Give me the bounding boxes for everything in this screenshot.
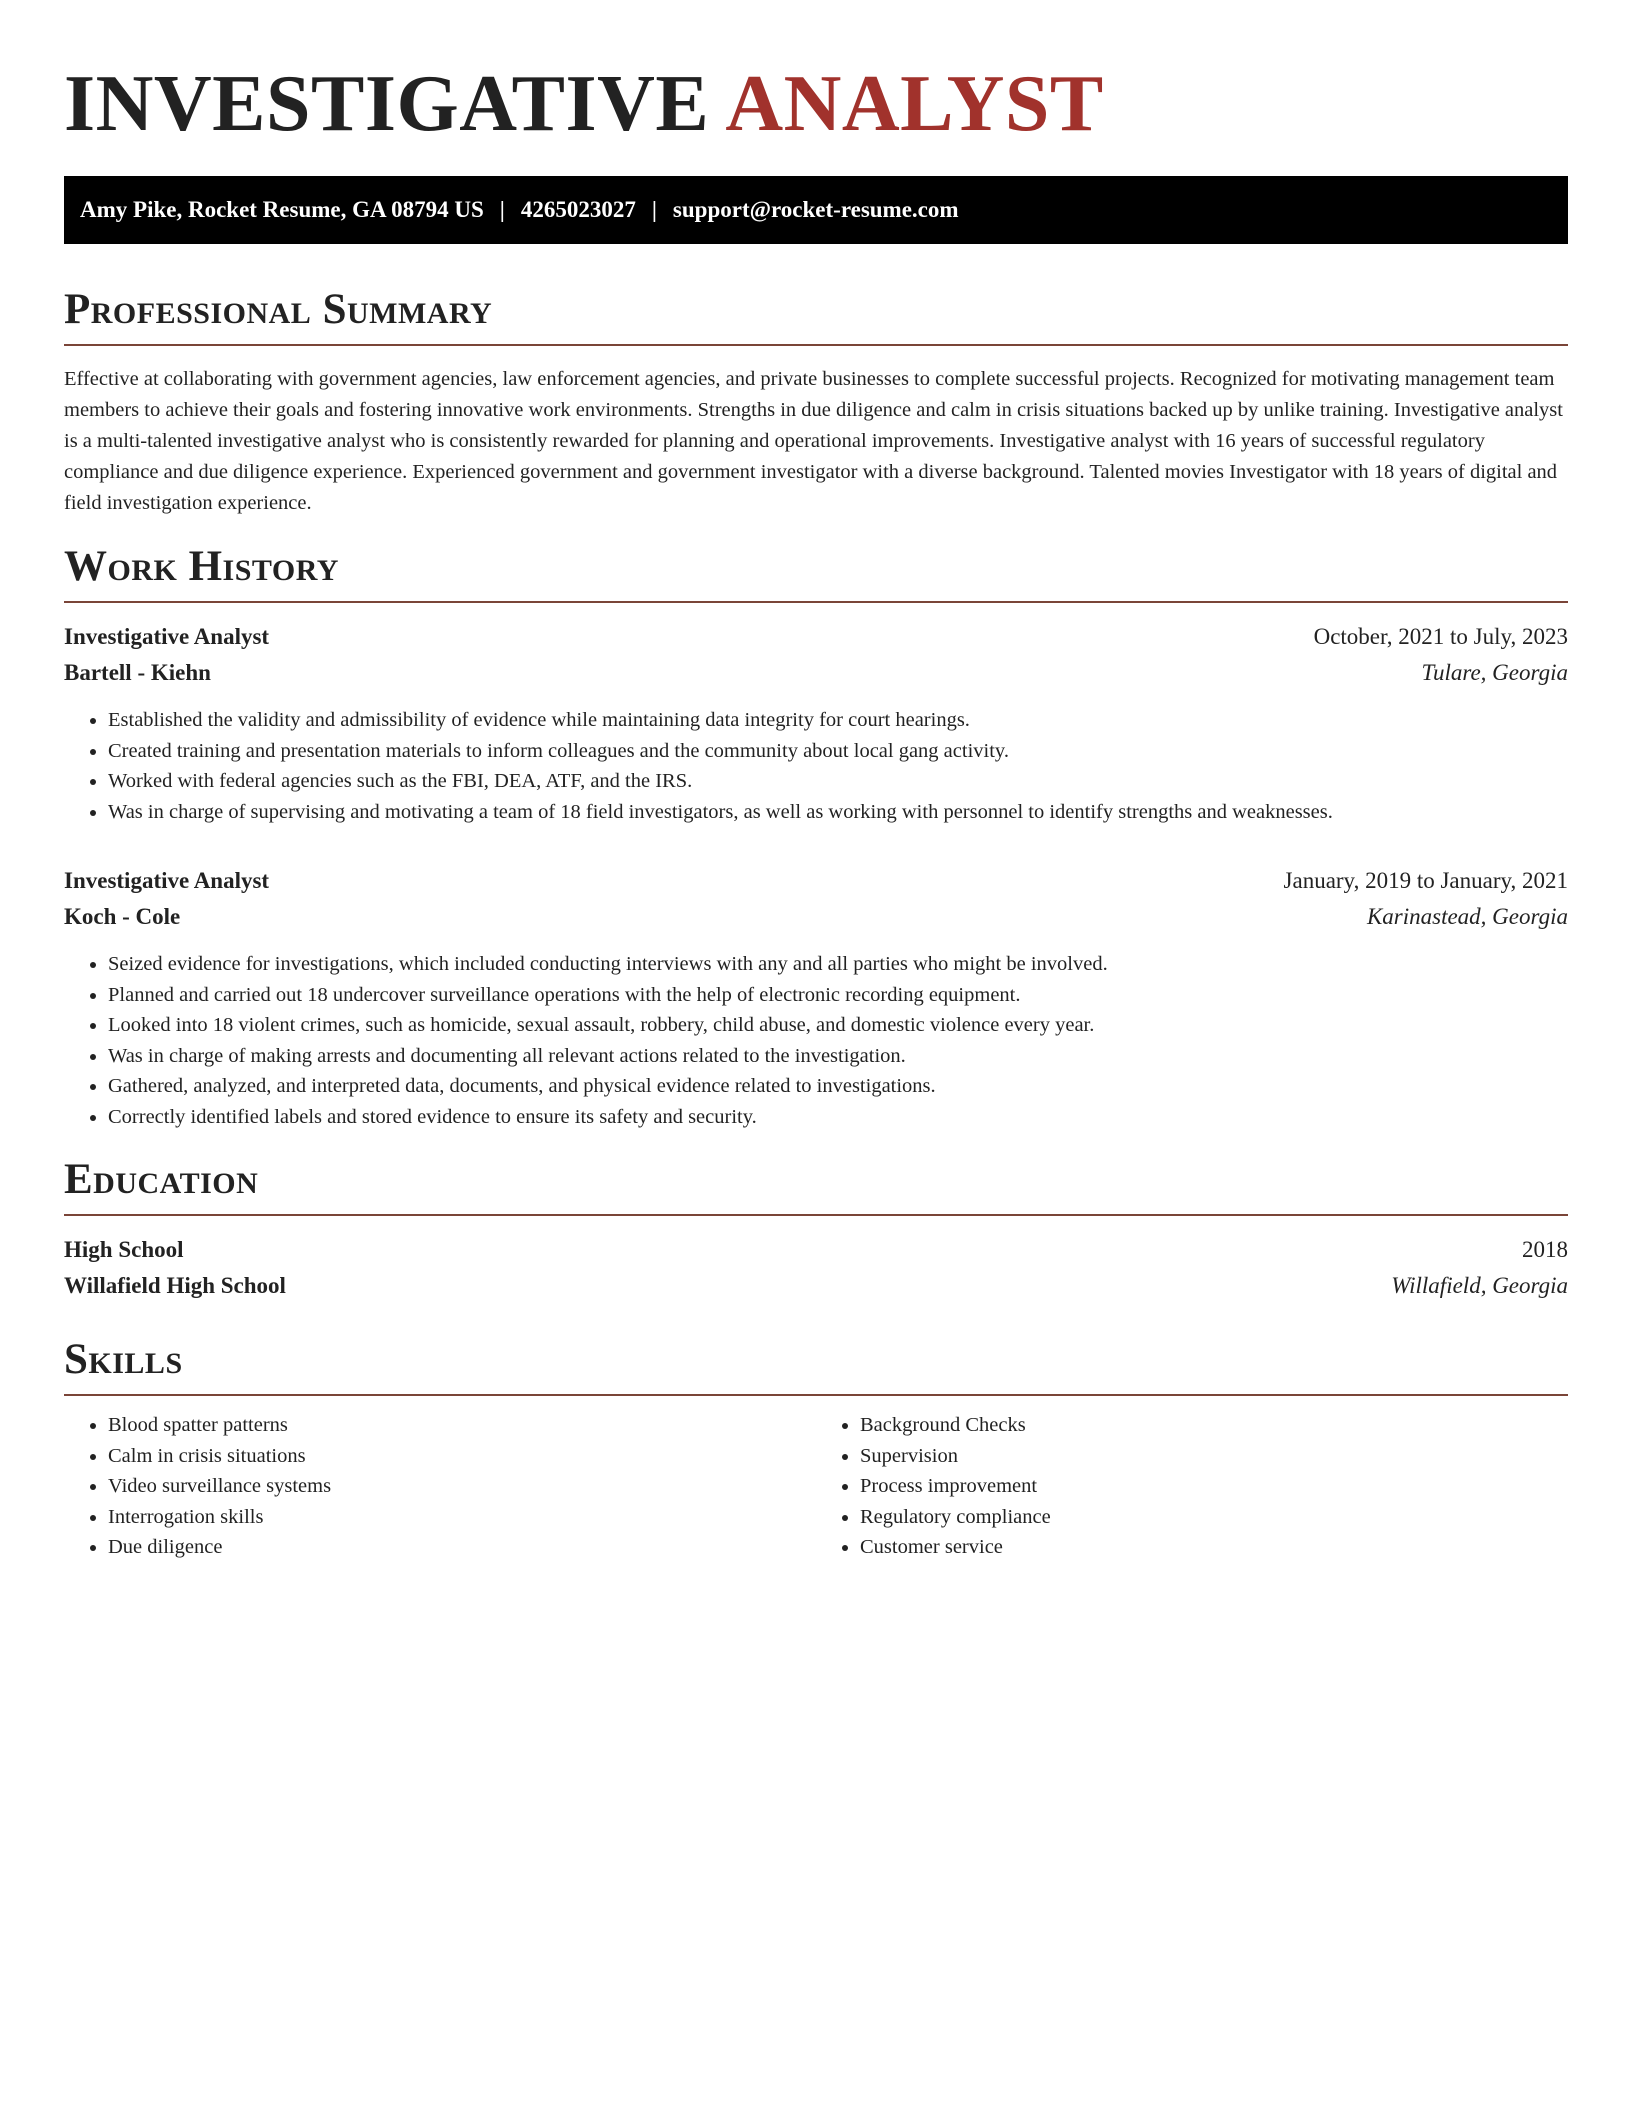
skills-grid bbox=[64, 1410, 1568, 1563]
title-first-word: INVESTIGATIVE bbox=[64, 60, 710, 148]
section-title-skills: Skills bbox=[64, 1336, 183, 1383]
section-divider bbox=[64, 601, 1568, 603]
job-company-row bbox=[64, 655, 1568, 691]
contact-phone: 4265023027 bbox=[520, 197, 636, 222]
contact-email: support@rocket-resume.com bbox=[672, 197, 959, 222]
section-title-summary: Professional Summary bbox=[64, 286, 493, 333]
resume-title bbox=[64, 0, 1568, 152]
job-location: Karinastead, Georgia bbox=[1366, 904, 1568, 929]
list-item: • Process improvement bbox=[860, 1471, 1568, 1502]
section-divider bbox=[64, 1214, 1568, 1216]
list-item: • Blood spatter patterns bbox=[108, 1410, 816, 1441]
section-divider bbox=[64, 1394, 1568, 1396]
education-school: Willafield High School bbox=[64, 1273, 286, 1298]
list-item: • Was in charge of supervising and motivating a team of 18 field investigators, as well as working with personnel to identify strengths and weaknesses. bbox=[108, 797, 1568, 828]
job-dates: January, 2019 to January, 2021 bbox=[1283, 868, 1568, 893]
contact-address: Amy Pike, Rocket Resume, GA 08794 US bbox=[80, 197, 484, 222]
list-item: • Worked with federal agencies such as the FBI, DEA, ATF, and the IRS. bbox=[108, 766, 1568, 797]
job-bullets bbox=[64, 705, 1568, 827]
education-section bbox=[64, 1154, 1568, 1304]
contact-separator: | bbox=[499, 197, 505, 222]
list-item: • Background Checks bbox=[860, 1410, 1568, 1441]
title-last-word: ANALYST bbox=[725, 60, 1104, 148]
list-item: • Interrogation skills bbox=[108, 1502, 816, 1533]
summary-text: Effective at collaborating with government agencies, law enforcement agencies, and private businesses to complete successful projects. Recognized for motivating management team members to achieve their goals and fostering innovative work environments. Strengths in due diligence and calm in crisis situations backed up by unlike training. Investigative analyst is a multi-talented investigative analyst who is consistently rewarded for planning and operational improvements. Investigative analyst with 16 years of successful regulatory compliance and due diligence experience. Experienced government and government investigator with a diverse background. Talented movies Investigator with 18 years of digital and field investigation experience. bbox=[64, 368, 1563, 514]
job-location: Tulare, Georgia bbox=[1421, 660, 1568, 685]
list-item: • Correctly identified labels and stored evidence to ensure its safety and security. bbox=[108, 1102, 1568, 1133]
job-header-row bbox=[64, 619, 1568, 655]
job-entry bbox=[64, 619, 1568, 827]
list-item: • Gathered, analyzed, and interpreted data, documents, and physical evidence related to investigations. bbox=[108, 1071, 1568, 1102]
list-item: • Calm in crisis situations bbox=[108, 1441, 816, 1472]
skills-list-left bbox=[64, 1410, 816, 1563]
job-dates: October, 2021 to July, 2023 bbox=[1313, 624, 1568, 649]
education-entry bbox=[64, 1232, 1568, 1304]
education-year: 2018 bbox=[1522, 1237, 1568, 1262]
contact-separator: | bbox=[651, 197, 657, 222]
education-header-row bbox=[64, 1232, 1568, 1268]
job-company: Bartell - Kiehn bbox=[64, 660, 211, 685]
section-divider bbox=[64, 344, 1568, 346]
job-role: Investigative Analyst bbox=[64, 624, 270, 649]
job-bullets bbox=[64, 949, 1568, 1132]
list-item: • Planned and carried out 18 undercover surveillance operations with the help of electronic recording equipment. bbox=[108, 980, 1568, 1011]
skills-section bbox=[64, 1334, 1568, 1563]
job-company-row bbox=[64, 899, 1568, 935]
job-header-row bbox=[64, 863, 1568, 899]
list-item: • Looked into 18 violent crimes, such as homicide, sexual assault, robbery, child abuse, and domestic violence every year. bbox=[108, 1010, 1568, 1041]
list-item: • Established the validity and admissibility of evidence while maintaining data integrity for court hearings. bbox=[108, 705, 1568, 736]
list-item: • Video surveillance systems bbox=[108, 1471, 816, 1502]
list-item: • Supervision bbox=[860, 1441, 1568, 1472]
list-item: • Was in charge of making arrests and documenting all relevant actions related to the investigation. bbox=[108, 1041, 1568, 1072]
job-company: Koch - Cole bbox=[64, 904, 181, 929]
list-item: • Customer service bbox=[860, 1532, 1568, 1563]
list-item: • Regulatory compliance bbox=[860, 1502, 1568, 1533]
contact-bar bbox=[64, 176, 1568, 244]
list-item: • Due diligence bbox=[108, 1532, 816, 1563]
job-role: Investigative Analyst bbox=[64, 868, 270, 893]
section-title-education: Education bbox=[64, 1156, 259, 1203]
section-title-work-history: Work History bbox=[64, 543, 339, 590]
skills-list-right bbox=[816, 1410, 1568, 1563]
work-history-section bbox=[64, 541, 1568, 1132]
summary-section bbox=[64, 284, 1568, 519]
job-entry bbox=[64, 863, 1568, 1132]
education-degree: High School bbox=[64, 1237, 184, 1262]
education-school-row bbox=[64, 1268, 1568, 1304]
list-item: • Seized evidence for investigations, which included conducting interviews with any and all parties who might be involved. bbox=[108, 949, 1568, 980]
education-location: Willafield, Georgia bbox=[1391, 1273, 1568, 1298]
list-item: • Created training and presentation materials to inform colleagues and the community about local gang activity. bbox=[108, 736, 1568, 767]
